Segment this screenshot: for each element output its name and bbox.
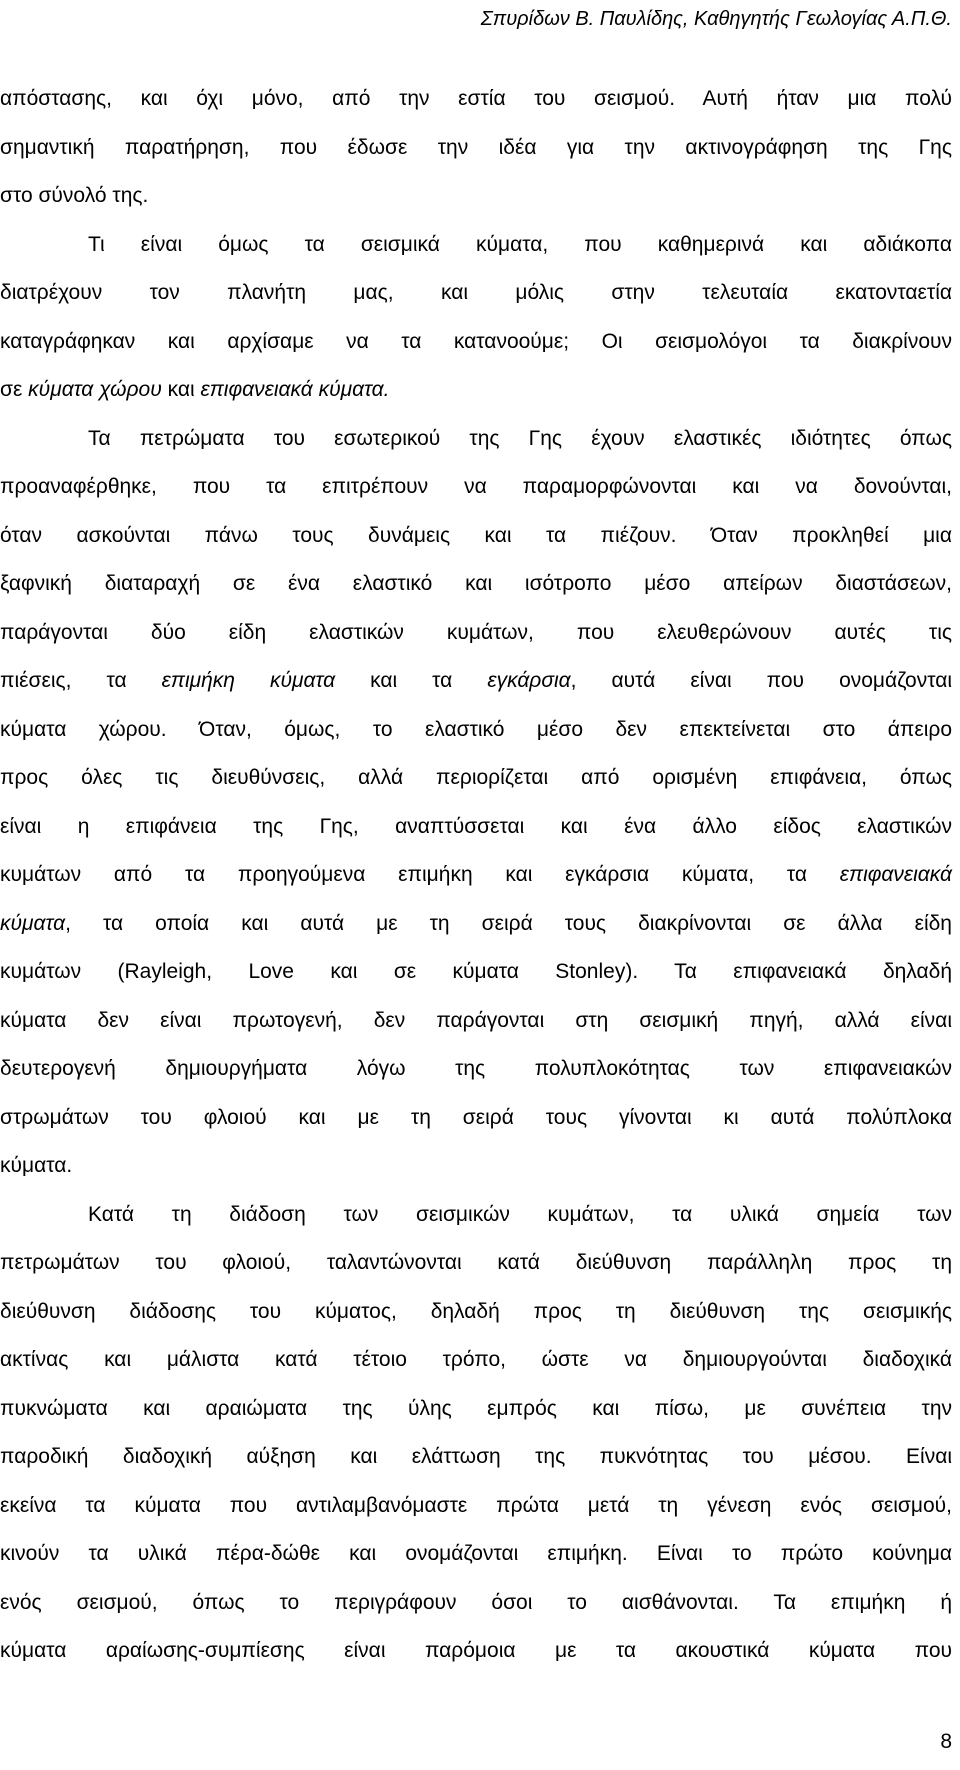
- text-line: καταγράφηκαν και αρχίσαμε να τα κατανοούμε; Οι σεισμολόγοι τα διακρίνουν: [0, 329, 952, 353]
- text-line: απόστασης, και όχι μόνο, από την εστία του σεισμού. Αυτή ήταν μια πολύ: [0, 87, 952, 110]
- text-line: προς όλες τις διευθύνσεις, αλλά περιορίζεται από ορισμένη επιφάνεια, όπως: [0, 766, 952, 789]
- text-run: πιέσεις, τα: [0, 669, 162, 692]
- text-line: προαναφέρθηκε, που τα επιτρέπουν να παραμορφώνονται και να δονούνται,: [0, 475, 952, 498]
- text-line: διατρέχουν τον πλανήτη μας, και μόλις στην τελευταία εκατονταετία: [0, 281, 952, 304]
- text-line: κυμάτων (Rayleigh, Love και σε κύματα Stonley). Τα επιφανειακά δηλαδή: [0, 960, 952, 983]
- text-line: ξαφνική διαταραχή σε ένα ελαστικό και ισότροπο μέσο απείρων διαστάσεων,: [0, 572, 952, 595]
- text-line: δευτερογενή δημιουργήματα λόγω της πολυπλοκότητας των επιφανειακών: [0, 1057, 952, 1080]
- text-run: κυμάτων από τα προηγούμενα επιμήκη και εγκάρσια κύματα, τα: [0, 863, 840, 886]
- text-line: Τι είναι όμως τα σεισμικά κύματα, που καθημερινά και αδιάκοπα: [88, 232, 952, 256]
- text-line: [0, 657, 952, 706]
- italic-term: επιφανειακά: [839, 863, 952, 886]
- text-line: όταν ασκούνται πάνω τους δυνάμεις και τα πιέζουν. Όταν προκληθεί μια: [0, 523, 952, 547]
- text-line: σημαντική παρατήρηση, που έδωσε την ιδέα για την ακτινογράφηση της Γης: [0, 135, 952, 159]
- text-run: και: [161, 378, 201, 401]
- document-body: [0, 75, 952, 1676]
- page-number: 8: [940, 1730, 952, 1753]
- text-line: κινούν τα υλικά πέρα-δώθε και ονομάζονται επιμήκη. Είναι το πρώτο κούνημα: [0, 1542, 952, 1565]
- text-line: παράγονται δύο είδη ελαστικών κυμάτων, που ελευθερώνουν αυτές τις: [0, 620, 952, 644]
- text-line: ακτίνας και μάλιστα κατά τέτοιο τρόπο, ώστε να δημιουργούνται διαδοχικά: [0, 1348, 952, 1371]
- text-line: κύματα δεν είναι πρωτογενή, δεν παράγονται στη σεισμική πηγή, αλλά είναι: [0, 1008, 952, 1032]
- text-line: [0, 366, 952, 415]
- text-line: είναι η επιφάνεια της Γης, αναπτύσσεται και ένα άλλο είδος ελαστικών: [0, 814, 952, 838]
- italic-term: επιφανειακά κύματα.: [200, 378, 390, 401]
- text-line: παροδική διαδοχική αύξηση και ελάττωση της πυκνότητας του μέσου. Είναι: [0, 1445, 952, 1468]
- text-line: Τα πετρώματα του εσωτερικού της Γης έχουν ελαστικές ιδιότητες όπως: [88, 426, 952, 450]
- text-line: πυκνώματα και αραιώματα της ύλης εμπρός και πίσω, με συνέπεια την: [0, 1396, 952, 1420]
- text-run: , αυτά είναι που ονομάζονται: [570, 669, 953, 692]
- text-line: Κατά τη διάδοση των σεισμικών κυμάτων, τα υλικά σημεία των: [88, 1202, 952, 1226]
- italic-term: επιμήκη κύματα: [161, 669, 336, 692]
- text-run: , τα οποία και αυτά με τη σειρά τους διακρίνονται σε άλλα είδη: [65, 911, 952, 935]
- text-line: [0, 851, 952, 900]
- text-line: ενός σεισμού, όπως το περιγράφουν όσοι το αισθάνονται. Τα επιμήκη ή: [0, 1590, 952, 1614]
- italic-term: κύματα χώρου: [28, 378, 162, 401]
- italic-term: εγκάρσια: [487, 669, 571, 692]
- running-head: Σπυρίδων Β. Παυλίδης, Καθηγητής Γεωλογίας Α.Π.Θ.: [480, 8, 952, 30]
- text-line: κύματα αραίωσης-συμπίεσης είναι παρόμοια με τα ακουστικά κύματα που: [0, 1639, 952, 1662]
- text-line: [0, 900, 952, 949]
- text-line: πετρωμάτων του φλοιού, ταλαντώνονται κατά διεύθυνση παράλληλη προς τη: [0, 1251, 952, 1274]
- text-line: κύματα χώρου. Όταν, όμως, το ελαστικό μέσο δεν επεκτείνεται στο άπειρο: [0, 717, 952, 741]
- text-run: σε: [0, 378, 29, 401]
- text-line: στρωμάτων του φλοιού και με τη σειρά τους γίνονται κι αυτά πολύπλοκα: [0, 1105, 952, 1129]
- text-line: εκείνα τα κύματα που αντιλαμβανόμαστε πρώτα μετά τη γένεση ενός σεισμού,: [0, 1493, 952, 1517]
- text-line: κύματα.: [0, 1154, 73, 1177]
- text-line: στο σύνολό της.: [0, 184, 149, 207]
- text-line: διεύθυνση διάδοσης του κύματος, δηλαδή προς τη διεύθυνση της σεισμικής: [0, 1299, 952, 1323]
- italic-term: κύματα: [0, 911, 66, 935]
- text-run: και τα: [335, 669, 488, 692]
